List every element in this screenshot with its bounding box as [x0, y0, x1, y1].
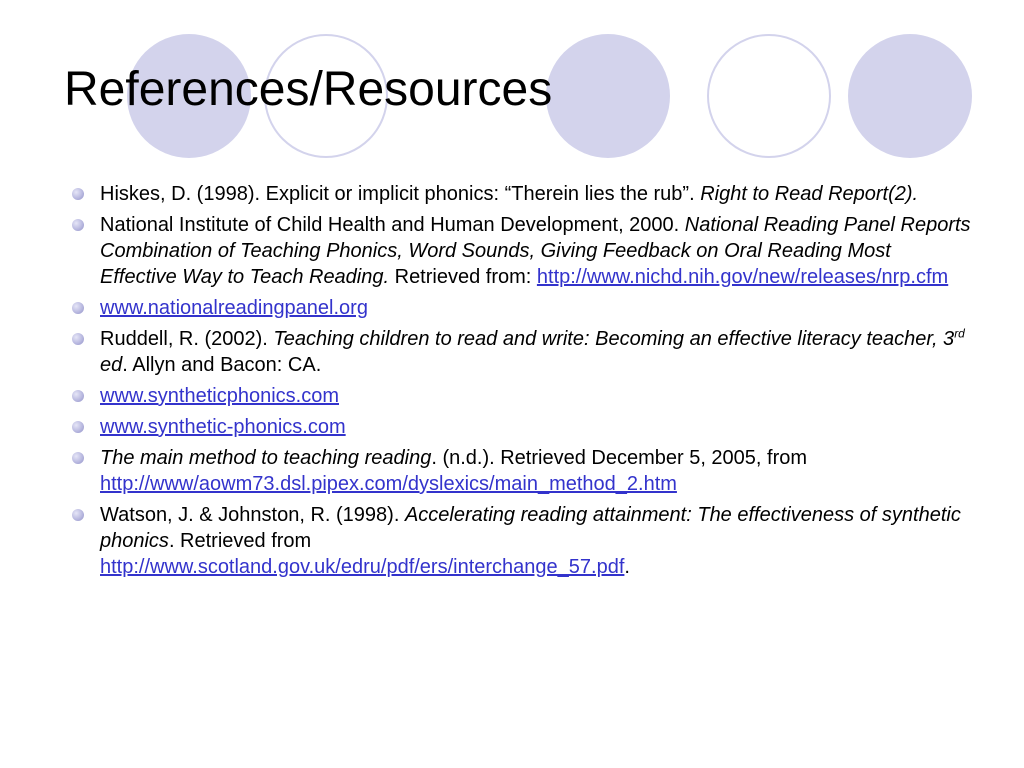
reference-link[interactable]: http://www/aowm73.dsl.pipex.com/dyslexics/main_method_2.htm [100, 473, 677, 495]
reference-retrieved-text: Retrieved from: [389, 266, 537, 288]
reference-item [72, 445, 972, 497]
reference-text: Hiskes, D. (1998). Explicit or implicit phonics: “Therein lies the rub”. [100, 183, 701, 205]
reference-text: Watson, J. & Johnston, R. (1998). [100, 504, 405, 526]
bullet-icon [72, 452, 84, 464]
decorative-circle [707, 34, 831, 158]
reference-item [72, 295, 972, 321]
slide-title: References/Resources [64, 63, 553, 116]
bullet-icon [72, 188, 84, 200]
bullet-icon [72, 302, 84, 314]
reference-link[interactable]: http://www.nichd.nih.gov/new/releases/nrp.cfm [536, 266, 949, 288]
bullet-icon [72, 421, 84, 433]
reference-link[interactable]: http://www.scotland.gov.uk/edru/pdf/ers/interchange_57.pdf [100, 556, 625, 578]
reference-item [72, 181, 972, 207]
bullet-icon [72, 333, 84, 345]
reference-publisher: . Allyn and Bacon: CA. [122, 354, 322, 376]
reference-text: National Institute of Child Health and Human Development, 2000. [100, 214, 685, 236]
reference-text: . (n.d.). Retrieved December 5, 2005, from [431, 447, 808, 469]
reference-superscript: rd [954, 326, 965, 341]
bullet-icon [72, 390, 84, 402]
reference-source-title: Right to Read Report(2). [700, 183, 919, 205]
reference-text: Ruddell, R. (2002). [100, 328, 274, 350]
bullet-icon [72, 219, 84, 231]
reference-source-title: The main method to teaching reading [100, 447, 432, 469]
decorative-circle [848, 34, 972, 158]
reference-source-title: Accelerating reading attainment: The effectiveness of synthetic phonics [100, 504, 961, 552]
reference-item [72, 502, 972, 580]
reference-retrieved-text: . Retrieved from [168, 530, 312, 552]
reference-edition: ed [100, 354, 123, 376]
reference-trailing-period: . [624, 556, 630, 578]
reference-link[interactable]: www.synthetic-phonics.com [100, 416, 346, 438]
reference-item [72, 326, 972, 378]
reference-list [72, 181, 972, 585]
reference-source-title: National Reading Panel Reports Combination of Teaching Phonics, Word Sounds, Giving Feedback on Oral Reading Most Effective Way to Teach Reading. [100, 214, 971, 288]
reference-link[interactable]: www.nationalreadingpanel.org [100, 297, 368, 319]
decorative-circle [546, 34, 670, 158]
reference-link[interactable]: www.syntheticphonics.com [100, 385, 339, 407]
reference-item [72, 212, 972, 290]
reference-item [72, 383, 972, 409]
bullet-icon [72, 509, 84, 521]
reference-source-title: Teaching children to read and write: Becoming an effective literacy teacher, 3 [273, 328, 955, 350]
reference-item [72, 414, 972, 440]
